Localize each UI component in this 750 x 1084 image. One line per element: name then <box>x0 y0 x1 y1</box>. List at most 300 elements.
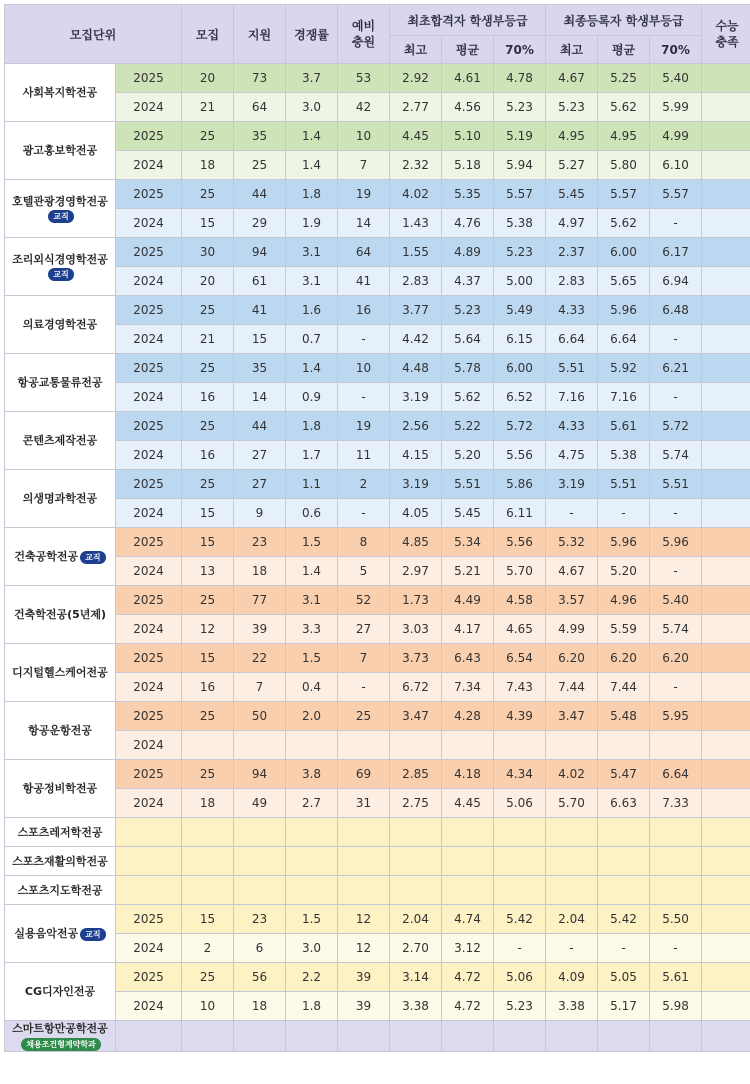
applicants-cell: 56 <box>234 963 286 992</box>
applicants-cell: 18 <box>234 992 286 1021</box>
reserve-cell <box>338 876 390 905</box>
reserve-cell: 27 <box>338 615 390 644</box>
reserve-cell: 31 <box>338 789 390 818</box>
quota-cell <box>182 876 234 905</box>
ratio-cell: 1.4 <box>286 151 338 180</box>
csat-cell <box>702 847 750 876</box>
reserve-cell: 41 <box>338 267 390 296</box>
header-csat-line1: 수능 <box>715 19 739 33</box>
csat-cell <box>702 528 750 557</box>
initial-70-cell: 5.56 <box>494 441 546 470</box>
header-initial-avg: 평균 <box>442 36 494 64</box>
initial-best-cell: 4.48 <box>390 354 442 383</box>
final-avg-cell <box>598 1021 650 1052</box>
final-avg-cell: 5.57 <box>598 180 650 209</box>
final-avg-cell <box>598 731 650 760</box>
table-row <box>5 789 750 818</box>
initial-best-cell: 1.73 <box>390 586 442 615</box>
ratio-cell: 2.7 <box>286 789 338 818</box>
final-70-cell: 5.40 <box>650 64 702 93</box>
initial-best-cell <box>390 1021 442 1052</box>
dept-name: 항공교통물류전공 <box>17 376 103 389</box>
dept-name-cell <box>5 122 116 180</box>
final-70-cell: 5.99 <box>650 93 702 122</box>
csat-cell <box>702 615 750 644</box>
final-70-cell: - <box>650 499 702 528</box>
quota-cell: 16 <box>182 383 234 412</box>
reserve-cell: 7 <box>338 151 390 180</box>
initial-70-cell: 4.65 <box>494 615 546 644</box>
initial-avg-cell <box>442 731 494 760</box>
quota-cell: 25 <box>182 586 234 615</box>
header-csat <box>702 5 750 64</box>
applicants-cell: 29 <box>234 209 286 238</box>
year-cell: 2025 <box>116 180 182 209</box>
initial-avg-cell <box>442 818 494 847</box>
table-row <box>5 151 750 180</box>
header-final-best: 최고 <box>546 36 598 64</box>
initial-70-cell: 5.42 <box>494 905 546 934</box>
final-70-cell: - <box>650 383 702 412</box>
dept-name-cell <box>5 238 116 296</box>
final-avg-cell: 5.25 <box>598 64 650 93</box>
ratio-cell <box>286 876 338 905</box>
reserve-cell: 12 <box>338 905 390 934</box>
initial-70-cell: 5.38 <box>494 209 546 238</box>
csat-cell <box>702 1021 750 1052</box>
applicants-cell: 94 <box>234 760 286 789</box>
initial-avg-cell: 5.22 <box>442 412 494 441</box>
initial-avg-cell: 4.37 <box>442 267 494 296</box>
quota-cell: 13 <box>182 557 234 586</box>
applicants-cell: 25 <box>234 151 286 180</box>
dept-name-cell <box>5 963 116 1021</box>
initial-70-cell: 5.23 <box>494 93 546 122</box>
initial-70-cell: 5.49 <box>494 296 546 325</box>
final-avg-cell <box>598 847 650 876</box>
header-reserve-line2: 충원 <box>351 35 376 49</box>
final-best-cell: 4.75 <box>546 441 598 470</box>
reserve-cell: 39 <box>338 963 390 992</box>
initial-avg-cell: 5.64 <box>442 325 494 354</box>
admissions-results-table <box>4 4 750 1052</box>
reserve-cell: - <box>338 499 390 528</box>
final-70-cell <box>650 731 702 760</box>
final-avg-cell: 5.51 <box>598 470 650 499</box>
dept-name-cell <box>5 847 116 876</box>
final-70-cell: 5.50 <box>650 905 702 934</box>
final-70-cell: 5.95 <box>650 702 702 731</box>
quota-cell <box>182 731 234 760</box>
final-avg-cell: 4.96 <box>598 586 650 615</box>
final-best-cell: 2.83 <box>546 267 598 296</box>
initial-best-cell: 2.92 <box>390 64 442 93</box>
applicants-cell: 7 <box>234 673 286 702</box>
ratio-cell: 3.1 <box>286 267 338 296</box>
final-best-cell: 6.20 <box>546 644 598 673</box>
reserve-cell: 8 <box>338 528 390 557</box>
final-70-cell <box>650 818 702 847</box>
quota-cell: 2 <box>182 934 234 963</box>
table-row <box>5 499 750 528</box>
final-best-cell: 6.64 <box>546 325 598 354</box>
ratio-cell: 1.4 <box>286 122 338 151</box>
final-70-cell: 6.94 <box>650 267 702 296</box>
dept-name: 호텔관광경영학전공 <box>12 194 108 208</box>
year-cell: 2025 <box>116 64 182 93</box>
year-cell: 2025 <box>116 586 182 615</box>
initial-best-cell: 3.03 <box>390 615 442 644</box>
initial-avg-cell: 4.74 <box>442 905 494 934</box>
reserve-cell <box>338 731 390 760</box>
reserve-cell: 25 <box>338 702 390 731</box>
initial-best-cell: 4.85 <box>390 528 442 557</box>
csat-cell <box>702 180 750 209</box>
teaching-cert-badge: 교직 <box>80 928 105 941</box>
final-avg-cell: 5.65 <box>598 267 650 296</box>
initial-70-cell: 4.34 <box>494 760 546 789</box>
final-avg-cell: 5.96 <box>598 528 650 557</box>
reserve-cell: 10 <box>338 122 390 151</box>
applicants-cell: 73 <box>234 64 286 93</box>
initial-best-cell: 3.73 <box>390 644 442 673</box>
table-body <box>5 64 750 1052</box>
year-cell: 2024 <box>116 383 182 412</box>
quota-cell: 12 <box>182 615 234 644</box>
final-avg-cell: 5.05 <box>598 963 650 992</box>
final-avg-cell: 5.62 <box>598 93 650 122</box>
initial-best-cell: 1.43 <box>390 209 442 238</box>
csat-cell <box>702 296 750 325</box>
initial-70-cell <box>494 876 546 905</box>
dept-name: 사회복지학전공 <box>22 86 98 99</box>
initial-best-cell <box>390 876 442 905</box>
initial-best-cell: 2.97 <box>390 557 442 586</box>
ratio-cell: 3.0 <box>286 934 338 963</box>
final-70-cell: 5.40 <box>650 586 702 615</box>
year-cell: 2024 <box>116 267 182 296</box>
initial-70-cell: 5.57 <box>494 180 546 209</box>
final-best-cell: - <box>546 934 598 963</box>
final-best-cell: 7.44 <box>546 673 598 702</box>
contract-dept-badge: 채용조건형계약학과 <box>21 1038 101 1051</box>
quota-cell <box>182 1021 234 1052</box>
final-70-cell <box>650 1021 702 1052</box>
year-cell: 2025 <box>116 644 182 673</box>
reserve-cell: - <box>338 325 390 354</box>
quota-cell: 25 <box>182 412 234 441</box>
dept-name: 스포츠지도학전공 <box>17 883 103 897</box>
year-cell: 2025 <box>116 528 182 557</box>
quota-cell: 16 <box>182 441 234 470</box>
final-best-cell: 4.67 <box>546 64 598 93</box>
csat-cell <box>702 238 750 267</box>
csat-cell <box>702 93 750 122</box>
initial-best-cell: 3.47 <box>390 702 442 731</box>
header-dept: 모집단위 <box>5 5 182 64</box>
header-applicants: 지원 <box>234 5 286 64</box>
final-avg-cell: 5.61 <box>598 412 650 441</box>
initial-best-cell <box>390 847 442 876</box>
initial-best-cell: 3.14 <box>390 963 442 992</box>
table-row <box>5 470 750 499</box>
table-row <box>5 209 750 238</box>
quota-cell <box>182 847 234 876</box>
initial-avg-cell <box>442 876 494 905</box>
csat-cell <box>702 818 750 847</box>
header-final-avg: 평균 <box>598 36 650 64</box>
final-70-cell: 6.20 <box>650 644 702 673</box>
initial-avg-cell: 5.62 <box>442 383 494 412</box>
table-row <box>5 354 750 383</box>
year-cell: 2024 <box>116 325 182 354</box>
initial-avg-cell: 4.18 <box>442 760 494 789</box>
dept-name: 의료경영학전공 <box>22 318 98 331</box>
final-avg-cell: 5.62 <box>598 209 650 238</box>
initial-70-cell: 6.54 <box>494 644 546 673</box>
csat-cell <box>702 789 750 818</box>
table-row <box>5 731 750 760</box>
quota-cell: 25 <box>182 354 234 383</box>
final-70-cell: 6.21 <box>650 354 702 383</box>
initial-avg-cell: 5.51 <box>442 470 494 499</box>
final-best-cell: 7.16 <box>546 383 598 412</box>
final-70-cell: 5.51 <box>650 470 702 499</box>
final-70-cell: 5.61 <box>650 963 702 992</box>
csat-cell <box>702 209 750 238</box>
final-avg-cell <box>598 818 650 847</box>
initial-avg-cell: 4.28 <box>442 702 494 731</box>
final-best-cell: 3.57 <box>546 586 598 615</box>
initial-avg-cell: 4.76 <box>442 209 494 238</box>
applicants-cell: 77 <box>234 586 286 615</box>
table-row <box>5 296 750 325</box>
table-row <box>5 673 750 702</box>
reserve-cell: 7 <box>338 644 390 673</box>
applicants-cell: 23 <box>234 528 286 557</box>
applicants-cell: 35 <box>234 354 286 383</box>
initial-70-cell: 5.56 <box>494 528 546 557</box>
table-row <box>5 644 750 673</box>
initial-avg-cell: 5.34 <box>442 528 494 557</box>
applicants-cell: 23 <box>234 905 286 934</box>
initial-avg-cell: 4.49 <box>442 586 494 615</box>
initial-70-cell: 5.72 <box>494 412 546 441</box>
reserve-cell: 14 <box>338 209 390 238</box>
year-cell: 2024 <box>116 673 182 702</box>
final-best-cell: 4.09 <box>546 963 598 992</box>
reserve-cell: 11 <box>338 441 390 470</box>
initial-70-cell: 6.00 <box>494 354 546 383</box>
csat-cell <box>702 499 750 528</box>
final-70-cell <box>650 876 702 905</box>
initial-avg-cell <box>442 847 494 876</box>
ratio-cell: 1.5 <box>286 905 338 934</box>
csat-cell <box>702 64 750 93</box>
quota-cell: 20 <box>182 64 234 93</box>
initial-70-cell: 4.58 <box>494 586 546 615</box>
dept-name: 콘텐츠제작전공 <box>22 434 98 447</box>
csat-cell <box>702 905 750 934</box>
table-row <box>5 586 750 615</box>
initial-avg-cell: 6.43 <box>442 644 494 673</box>
reserve-cell: - <box>338 383 390 412</box>
final-best-cell: 4.02 <box>546 760 598 789</box>
quota-cell: 15 <box>182 499 234 528</box>
final-70-cell: - <box>650 934 702 963</box>
csat-cell <box>702 702 750 731</box>
header-initial-group: 최초합격자 학생부등급 <box>390 5 546 36</box>
year-cell: 2024 <box>116 992 182 1021</box>
ratio-cell: 3.7 <box>286 64 338 93</box>
csat-cell <box>702 354 750 383</box>
reserve-cell: 19 <box>338 180 390 209</box>
final-70-cell: 5.72 <box>650 412 702 441</box>
quota-cell: 10 <box>182 992 234 1021</box>
header-final-70: 70% <box>650 36 702 64</box>
csat-cell <box>702 760 750 789</box>
reserve-cell: 64 <box>338 238 390 267</box>
ratio-cell: 0.7 <box>286 325 338 354</box>
ratio-cell: 1.4 <box>286 354 338 383</box>
applicants-cell: 27 <box>234 441 286 470</box>
initial-best-cell: 2.56 <box>390 412 442 441</box>
initial-best-cell: 3.19 <box>390 383 442 412</box>
initial-70-cell: 5.94 <box>494 151 546 180</box>
csat-cell <box>702 963 750 992</box>
initial-70-cell: 5.23 <box>494 238 546 267</box>
final-best-cell: 5.32 <box>546 528 598 557</box>
final-best-cell: 2.04 <box>546 905 598 934</box>
final-avg-cell <box>598 876 650 905</box>
final-70-cell: 5.74 <box>650 615 702 644</box>
table-row <box>5 615 750 644</box>
applicants-cell <box>234 731 286 760</box>
ratio-cell: 0.4 <box>286 673 338 702</box>
initial-best-cell: 2.70 <box>390 934 442 963</box>
final-avg-cell: 6.64 <box>598 325 650 354</box>
year-cell: 2024 <box>116 934 182 963</box>
applicants-cell: 44 <box>234 412 286 441</box>
initial-70-cell: 5.23 <box>494 992 546 1021</box>
initial-avg-cell: 5.20 <box>442 441 494 470</box>
year-cell: 2024 <box>116 209 182 238</box>
ratio-cell: 3.1 <box>286 238 338 267</box>
initial-avg-cell: 7.34 <box>442 673 494 702</box>
applicants-cell <box>234 818 286 847</box>
year-cell: 2025 <box>116 122 182 151</box>
dept-name: 스포츠재활의학전공 <box>12 854 108 868</box>
dept-name-cell <box>5 586 116 644</box>
initial-best-cell: 6.72 <box>390 673 442 702</box>
initial-avg-cell: 4.72 <box>442 963 494 992</box>
initial-avg-cell: 5.23 <box>442 296 494 325</box>
initial-best-cell: 3.77 <box>390 296 442 325</box>
ratio-cell: 0.9 <box>286 383 338 412</box>
final-70-cell: 4.99 <box>650 122 702 151</box>
ratio-cell: 1.8 <box>286 180 338 209</box>
header-quota: 모집 <box>182 5 234 64</box>
final-avg-cell: - <box>598 934 650 963</box>
table-row <box>5 238 750 267</box>
table-row <box>5 441 750 470</box>
csat-cell <box>702 992 750 1021</box>
quota-cell: 15 <box>182 644 234 673</box>
final-best-cell: 5.51 <box>546 354 598 383</box>
applicants-cell: 18 <box>234 557 286 586</box>
table-row <box>5 383 750 412</box>
ratio-cell <box>286 847 338 876</box>
ratio-cell: 3.1 <box>286 586 338 615</box>
final-avg-cell: 5.47 <box>598 760 650 789</box>
dept-name-cell <box>5 818 116 847</box>
year-cell <box>116 1021 182 1052</box>
final-best-cell <box>546 1021 598 1052</box>
quota-cell: 15 <box>182 528 234 557</box>
final-avg-cell: 5.38 <box>598 441 650 470</box>
ratio-cell: 1.1 <box>286 470 338 499</box>
dept-name: 의생명과학전공 <box>22 492 98 505</box>
reserve-cell: 39 <box>338 992 390 1021</box>
ratio-cell: 1.8 <box>286 412 338 441</box>
final-avg-cell: 5.17 <box>598 992 650 1021</box>
year-cell <box>116 876 182 905</box>
header-initial-70: 70% <box>494 36 546 64</box>
initial-avg-cell: 5.10 <box>442 122 494 151</box>
initial-avg-cell: 4.89 <box>442 238 494 267</box>
final-70-cell: - <box>650 209 702 238</box>
ratio-cell <box>286 1021 338 1052</box>
header-initial-best: 최고 <box>390 36 442 64</box>
quota-cell: 25 <box>182 122 234 151</box>
quota-cell: 18 <box>182 151 234 180</box>
quota-cell: 30 <box>182 238 234 267</box>
initial-avg-cell: 5.18 <box>442 151 494 180</box>
initial-70-cell: 5.86 <box>494 470 546 499</box>
dept-name-cell <box>5 905 116 963</box>
table-row <box>5 818 750 847</box>
year-cell: 2025 <box>116 702 182 731</box>
reserve-cell: 12 <box>338 934 390 963</box>
final-best-cell: 2.37 <box>546 238 598 267</box>
csat-cell <box>702 412 750 441</box>
year-cell: 2024 <box>116 615 182 644</box>
quota-cell <box>182 818 234 847</box>
initial-70-cell: 5.00 <box>494 267 546 296</box>
table-row <box>5 64 750 93</box>
final-70-cell: 5.74 <box>650 441 702 470</box>
reserve-cell: 42 <box>338 93 390 122</box>
final-avg-cell: 7.16 <box>598 383 650 412</box>
table-row <box>5 847 750 876</box>
initial-70-cell <box>494 1021 546 1052</box>
csat-cell <box>702 673 750 702</box>
dept-name: 스마트항만공학전공 <box>12 1022 108 1035</box>
year-cell: 2024 <box>116 441 182 470</box>
initial-best-cell: 2.85 <box>390 760 442 789</box>
applicants-cell: 41 <box>234 296 286 325</box>
initial-best-cell: 2.32 <box>390 151 442 180</box>
initial-70-cell: 5.06 <box>494 789 546 818</box>
dept-name-cell <box>5 296 116 354</box>
initial-70-cell: 6.15 <box>494 325 546 354</box>
final-best-cell: 4.99 <box>546 615 598 644</box>
applicants-cell <box>234 1021 286 1052</box>
initial-avg-cell: 4.56 <box>442 93 494 122</box>
table-row <box>5 528 750 557</box>
final-avg-cell: 6.63 <box>598 789 650 818</box>
final-70-cell: 7.33 <box>650 789 702 818</box>
